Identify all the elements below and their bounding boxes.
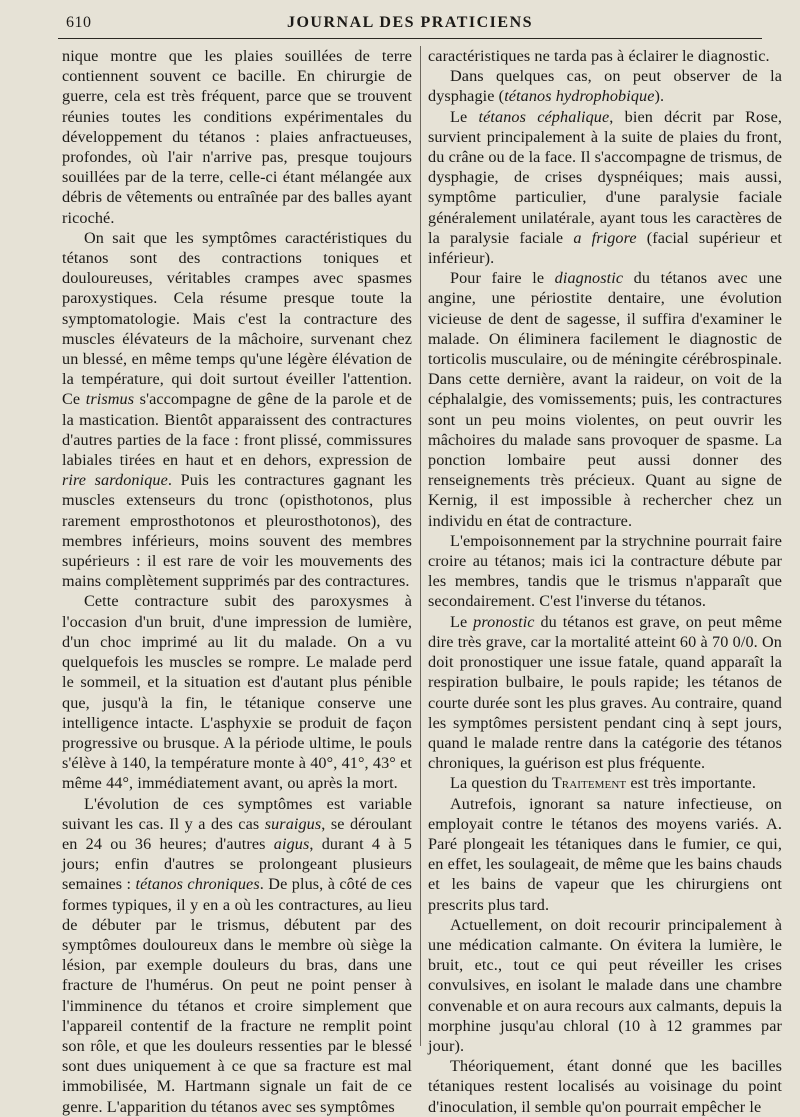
italic-run: tétanos hydrophobique [504,87,655,106]
text-run: L'évolution de ces symptômes est variable suivant les cas. Il y a des cas [62,794,412,833]
text-run: Théoriquement, étant donné que les bacilles tétaniques restent localisés au voisinage du point d'inoculation, il semble qu'on pourrait empêcher le [428,1057,782,1116]
paragraph [428,46,782,66]
header-rule [58,38,762,39]
running-title: JOURNAL DES PRATICIENS [286,14,534,31]
text-run: est très importante. [626,774,756,793]
left-column [62,46,412,1116]
text-run: On sait que les symptômes caractéristiques du tétanos sont des contractions toniques et douloureuses, véritables crampes avec spasmes paroxystiques. Cela résume presque toute la symptomatologie. Mais c'est la contracture des muscles élévateurs de la mâchoire, survenant chez un blessé, en même temps qu'une légère élévation de la température, qui doit surtout éveiller l'attention. Ce [62,228,412,409]
page-header [58,8,762,38]
italic-run: a frigore [573,228,637,247]
text-run: Pour faire le [450,269,555,288]
page-number: 610 [66,14,92,31]
italic-run: trismus [85,390,135,409]
paragraph [428,107,782,269]
text-run: du tétanos avec une angine, une périostite dentaire, une évolution vicieuse de dent de sagesse, il suffira d'examiner le malade. On éliminera facilement le diagnostic de torticolis musculaire, ou de méningite cérébrospinale. Dans cette dernière, avant la raideur, on voit de la céphalalgie, des vomissements; puis, les contractures sont un peu moins violentes, on peut ouvrir les mâchoires du malade sans provoquer de spasme. La ponction lombaire peut aussi donner des renseignements très précieux. Quant au signe de Kernig, il est impossible à rechercher chez un individu en état de contracture. [428,269,782,530]
italic-run: tétanos chroniques [135,875,260,894]
text-run: . De plus, à côté de ces formes typiques, il y en a où les contractures, au lieu de débuter par le trismus, débutent par des symptômes douloureux dans le membre où siège la lésion, par exemple douleurs du bras, dans une fracture de l'humérus. On peut ne point penser à l'imminence du tétanos et croire simplement que l'appareil contentif de la fracture ne remplit point son rôle, et que les douleurs ressenties par le blessé sont dues uniquement à ce que sa fracture est mal immobilisée, M. Hartmann signale un fait de ce genre. L'apparition du tétanos avec ses symptômes [62,875,412,1116]
text-run: caractéristiques ne tarda pas à éclairer le diagnostic. [428,47,770,65]
italic-run: pronostic [473,612,535,631]
paragraph [62,794,412,1117]
text-run: L'empoisonnement par la strychnine pourrait faire croire au tétanos; mais ici la contracture débute par les membres, tandis que le trismus n'apparaît que secondairement. C'est l'inverse du tétanos. [428,531,782,611]
paragraph [428,612,782,774]
italic-run: diagnostic [554,269,624,288]
paragraph [62,46,412,228]
italic-run: aigus [273,834,310,853]
paragraph [428,531,782,612]
text-run: , bien décrit par Rose, survient principalement à la suite de plaies du front, du crâne ou de la face. Il s'accompagne de trismus, de dysphagie, de crises dyspnéiques; mais aussi, symptôme particulier, d'une paralysie faciale généralement unilatérale, ayant tous les caractères de la paralysie faciale [428,107,783,247]
text-run: La question du [450,774,552,793]
text-run: (facial supérieur et inférieur). [428,228,783,268]
paragraph [62,591,412,793]
text-run: ). [654,87,665,106]
text-run: s'accompagne de gêne de la parole et de la mastication. Bientôt apparaissent des contractures d'autres parties de la face : front plissé, commissures labiales tirées en haut et en dehors, expression de [62,390,412,470]
text-run: Cette contracture subit des paroxysmes à l'occasion d'un bruit, d'une impression de lumière, d'un choc imprimé au lit du malade. On a vu quelquefois les muscles se rompre. Le malade perd le sommeil, et la situation est d'autant plus pénible que, jusqu'à la fin, le tétanique conserve une intelligence intacte. L'asphyxie se produit de façon progressive ou brusque. A la période ultime, le pouls s'élève à 140, la température monte à 40°, 41°, 43° et même 44°, immédiatement avant, ou après la mort. [62,592,412,793]
italic-run: rire sardonique [62,471,168,490]
text-run: , durant 4 à 5 jours; enfin d'autres se prolongeant plusieurs semaines : [62,834,412,894]
text-run: Actuellement, on doit recourir principalement à une médication calmante. On évitera la lumière, le bruit, etc., tout ce qui peut réveiller les crises convulsives, en isolant le malade dans une chambre convenable et on aura recours aux calmants, depuis la morphine jusqu'au chloral (10 à 12 grammes par jour). [428,915,782,1055]
text-run: . Puis les contractures gagnant les muscles extenseurs du tronc (opisthotonos, plus rarement emprosthotonos et pleurosthotonos), des membres inférieurs, moins souvent des membres supérieurs : il est rare de voir les mouvements des mains complètement supprimés par des contractures. [62,471,412,591]
text-run: Le [450,612,474,631]
paragraph [428,66,782,106]
text-run: , se déroulant en 24 ou 36 heures; d'autres [62,814,412,853]
paragraph [62,228,412,592]
text-run: Autrefois, ignorant sa nature infectieuse, on employait contre le tétanos des moyens variés. A. Paré plongeait les tétaniques dans le fumier, ce qui, en effet, les soulageait, de même que les bains chauds et les bains de vapeur que les chirurgiens ont prescrits plus tard. [428,794,782,914]
text-run: Le [450,107,479,126]
column-divider [420,46,421,1046]
text-run: Dans quelques cas, on peut observer de la dysphagie ( [428,67,782,106]
italic-run: suraigus [264,814,322,833]
paragraph [428,794,782,915]
text-run: du tétanos est grave, on peut même dire très grave, car la mortalité atteint 60 à 70 0/0. On doit pronostiquer une issue fatale, quand apparaît la respiration bulbaire, le pouls rapide; les tétanos de courte durée sont les plus graves. Au contraire, quand les symptômes persistent pendant cinq à sept jours, quand le malade rentre dans la catégorie des tétanos chroniques, la guérison est plus fréquente. [428,612,783,773]
small-caps-run: Traitement [551,774,627,793]
paragraph [428,915,782,1056]
paragraph [428,1056,782,1117]
right-column [428,46,783,1116]
italic-run: tétanos céphalique [478,107,610,126]
paragraph [428,268,782,531]
paragraph [428,773,782,793]
text-run: nique montre que les plaies souillées de terre contiennent souvent ce bacille. En chirurgie de guerre, cela est très fréquent, parce que se trouvent réunies toutes les conditions expérimentales du développement du tétanos : plaies anfractueuses, profondes, où l'air n'arrive pas, presque toujours souillées par de la terre, celle-ci étant mélangée aux débris de vêtements ou entraînée par des balles ayant ricoché. [62,47,412,227]
